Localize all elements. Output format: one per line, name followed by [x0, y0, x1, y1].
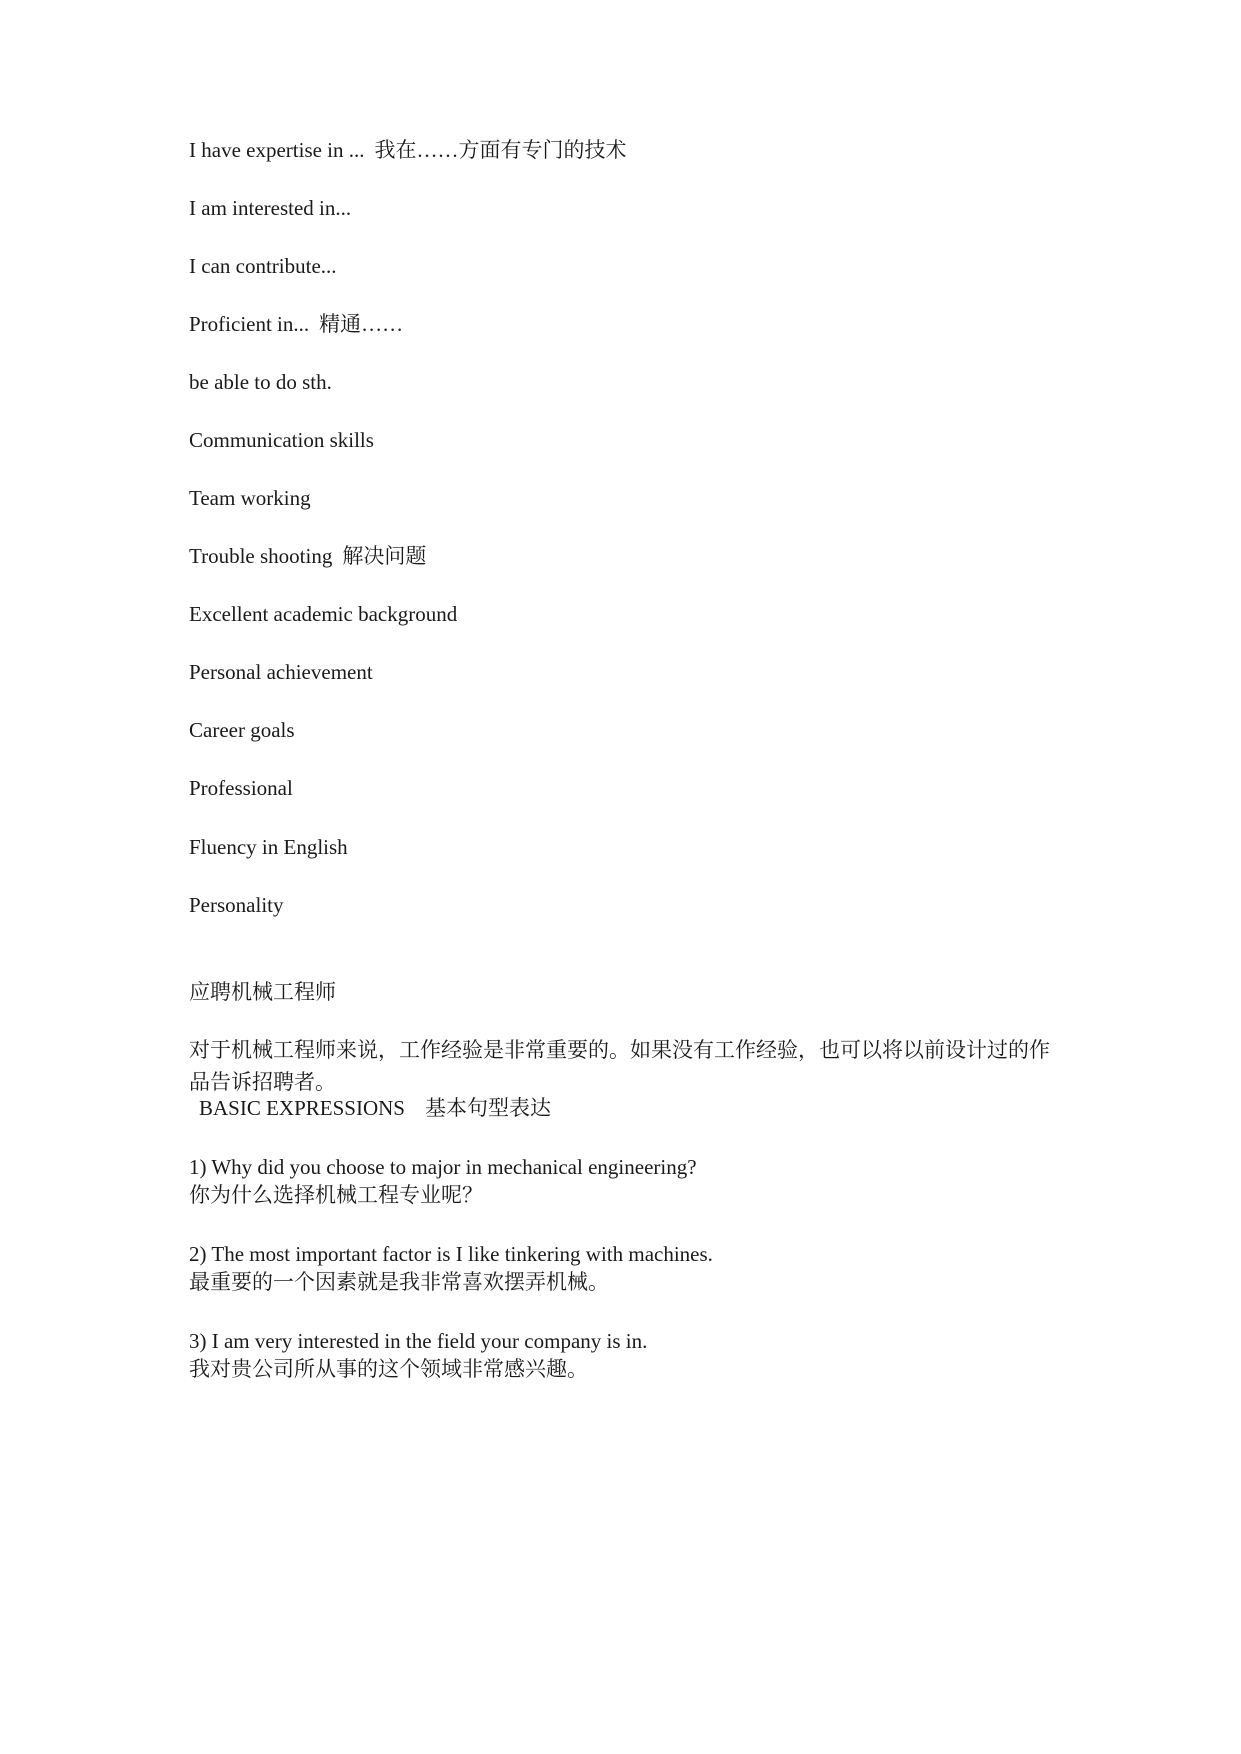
- expression-chinese: 你为什么选择机械工程专业呢？: [189, 1183, 483, 1207]
- basic-expressions-heading: [189, 1092, 551, 1124]
- phrase-line: [189, 250, 337, 282]
- expression-chinese: 最重要的一个因素就是我非常喜欢摆弄机械。: [189, 1270, 609, 1294]
- phrase-chinese: 我在……方面有专门的技术: [374, 138, 627, 162]
- intro-paragraph: 对于机械工程师来说，工作经验是非常重要的。如果没有工作经验，也可以将以前设计过的作品告诉招聘者。: [189, 1038, 1050, 1094]
- phrase-line: [189, 772, 293, 804]
- phrase-english: I am interested in...: [189, 196, 352, 220]
- phrase-english: Proficient in...: [189, 312, 310, 336]
- phrase-line: [189, 134, 627, 166]
- phrase-english: Fluency in English: [189, 835, 348, 859]
- phrase-line: [189, 482, 311, 514]
- phrase-line: [189, 308, 403, 340]
- phrase-line: [189, 831, 348, 863]
- phrase-english: Personality: [189, 893, 284, 917]
- phrase-english: Excellent academic background: [189, 602, 458, 626]
- phrase-english: I have expertise in ...: [189, 138, 365, 162]
- phrase-english: Professional: [189, 776, 293, 800]
- basic-expressions-english: BASIC EXPRESSIONS: [199, 1096, 405, 1120]
- expression-english: 2) The most important factor is I like tinkering with machines.: [189, 1242, 713, 1266]
- phrase-line: [189, 889, 284, 921]
- expression-chinese: 我对贵公司所从事的这个领域非常感兴趣。: [189, 1357, 588, 1381]
- phrase-chinese: 解决问题: [342, 544, 427, 568]
- phrase-english: I can contribute...: [189, 254, 337, 278]
- expression-english: 3) I am very interested in the field your company is in.: [189, 1329, 648, 1353]
- phrase-line: [189, 656, 373, 688]
- phrase-line: [189, 424, 374, 456]
- phrase-line: [189, 540, 426, 572]
- phrase-chinese: 精通……: [319, 312, 404, 336]
- basic-expressions-chinese: 基本句型表达: [424, 1096, 551, 1120]
- phrase-english: be able to do sth.: [189, 370, 332, 394]
- phrase-english: Communication skills: [189, 428, 374, 452]
- phrase-english: Personal achievement: [189, 660, 373, 684]
- phrase-line: [189, 598, 457, 630]
- section-title: 应聘机械工程师: [189, 980, 336, 1004]
- phrase-english: Team working: [189, 486, 311, 510]
- phrase-line: [189, 714, 295, 746]
- phrase-english: Career goals: [189, 718, 295, 742]
- phrase-line: [189, 192, 351, 224]
- expression-english: 1) Why did you choose to major in mechanical engineering?: [189, 1155, 697, 1179]
- phrase-line: [189, 366, 332, 398]
- phrase-english: Trouble shooting: [189, 544, 333, 568]
